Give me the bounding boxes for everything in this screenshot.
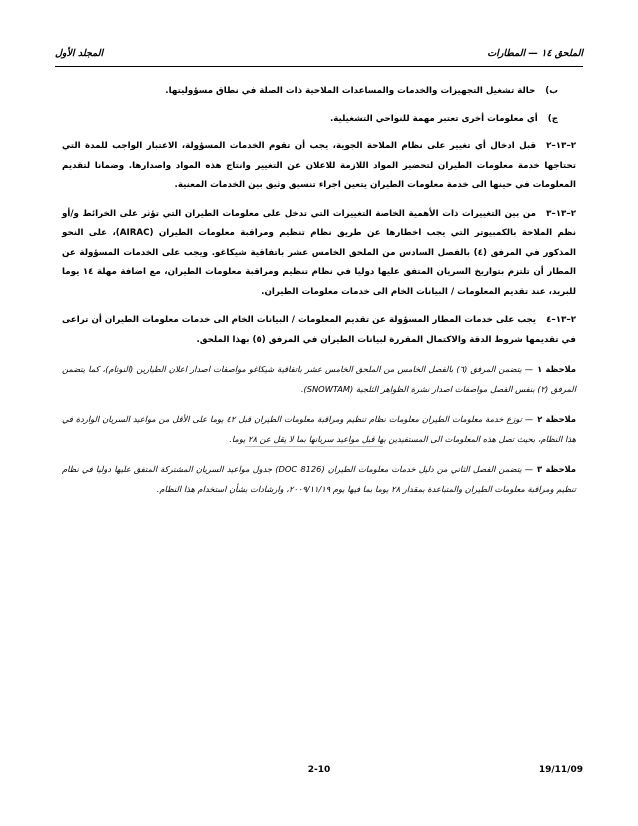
header-annex-title: الملحق ١٤ — المطارات xyxy=(487,48,583,59)
item-label: ب) xyxy=(545,86,558,96)
paragraph-text: قبل ادخال أي تغيير على نظام الملاحة الجوية، يجب أن تقوم الخدمات المسؤولة، الاعتبار الواجب للمدة التي تحتاجها خدمة معلومات الطيران لتحضير المواد اللازمة للاعلان عن التغيير وانتاج هذه المواد واصدارها. وضمانا لتقديم المعلومات في حينها الى خدمة معلومات الطيران يتعين اجراء تنسيق وثيق بين الخدمات المعنية. xyxy=(62,141,576,190)
document-body xyxy=(62,82,576,509)
item-text: حالة تشغيل التجهيزات والخدمات والمساعدات الملاحية ذات الصلة في نطاق مسؤوليتها. xyxy=(165,86,536,96)
item-text: أي معلومات أخرى تعتبر مهمة للنواحي التشغيلية. xyxy=(329,113,538,124)
list-item-b xyxy=(62,82,576,102)
paragraph-2-13-3 xyxy=(62,205,576,303)
footer-date: 19/11/09 xyxy=(538,765,583,775)
item-label: ج) xyxy=(547,113,558,124)
note-2 xyxy=(62,409,576,449)
note-text: — يتضمن المرفق (٦) بالفصل الخامس من الملحق الخامس عشر باتفاقية شيكاغو مواصفات اصدار اعلان الطيارين (النوتام)، كما يتضمن المرفق (٢) بنفس الفصل مواصفات اصدار نشرة الظواهر الثلجية (SNOWTAM). xyxy=(62,364,576,394)
end-separator xyxy=(245,446,383,447)
paragraph-2-13-2 xyxy=(62,137,576,196)
note-text: — يتضمن الفصل الثاني من دليل خدمات معلومات الطيران (DOC 8126) جدول مواعيد السريان المشتركة المتفق عليها دوليا في نظام تنظيم ومراقبة معلومات الطيران والمتباعدة بمقدار ٢٨ يوما بما فيها يوم ٢٠٠٩/١١/١٩، وارشادات بشأن استخدام هذا النظام. xyxy=(62,464,576,494)
note-1 xyxy=(62,359,576,399)
paragraph-2-13-4 xyxy=(62,311,576,350)
header-rule xyxy=(55,66,583,67)
note-label: ملاحظة ٣ xyxy=(537,464,576,474)
note-label: ملاحظة ١ xyxy=(537,364,576,374)
page-number: 2-10 xyxy=(307,765,331,775)
paragraph-text: من بين التغييرات ذات الأهمية الخاصة التغييرات التي تدخل على معلومات الطيران التي تؤثر على الخرائط و/أو نظم الملاحة بالكمبيوتر التي يجب اخطارها عن طريق نظام تنظيم ومراقبة معلومات الطيران (AIRAC)، على النحو المذكور في المرفق (٤) بالفصل السادس من الملحق الخامس عشر باتفاقية شيكاغو. ويجب على الخدمات المسؤولة عن المطار أن تلتزم بتواريخ السريان المتفق عليها دوليا في نظام تنظيم ومراقبة معلومات الطيران، مع اضافة مهلة ١٤ يوما للبريد، عند تقديم المعلومات / البيانات الخام الى خدمات معلومات الطيران. xyxy=(62,208,577,297)
paragraph-number: ٢–١٣–٣ xyxy=(546,208,576,219)
header-volume: المجلد الأول xyxy=(55,48,104,59)
paragraph-text: يجب على خدمات المطار المسؤولة عن تقديم المعلومات / البيانات الخام الى خدمات معلومات الطيران أن تراعى في تقديمها شروط الدقة والاكتمال المقررة لبيانات الطيران في المرفق (٥) بهذا الملحق. xyxy=(62,315,576,345)
note-label: ملاحظة ٢ xyxy=(537,414,576,424)
note-text: — توزع خدمة معلومات الطيران معلومات نظام تنظيم ومراقبة معلومات الطيران قبل ٤٢ يوما على الأقل من مواعيد السريان الواردة في هذا النظام، بحيث تصل هذه المعلومات الى المستفيدين بها قبل مواعيد سريانها بما لا يقل عن ٢٨ يوما. xyxy=(62,414,576,444)
note-3 xyxy=(62,459,576,499)
running-header xyxy=(55,48,583,64)
list-item-c xyxy=(62,110,576,130)
paragraph-number: ٢–١٣–٤ xyxy=(546,315,576,325)
paragraph-number: ٢–١٣–٢ xyxy=(546,141,576,151)
